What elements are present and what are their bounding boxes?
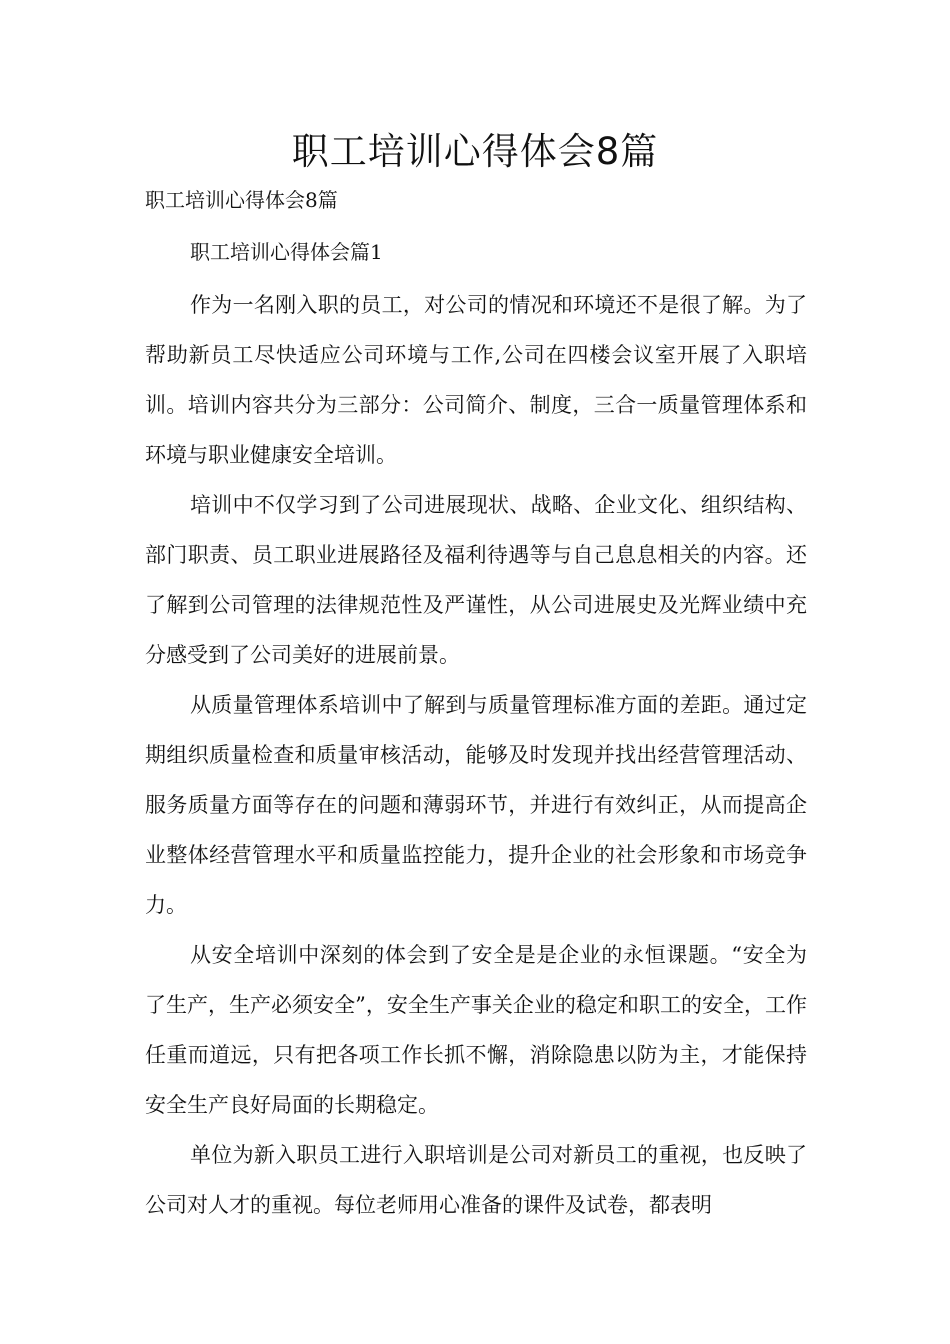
document-subtitle: 职工培训心得体会8篇 [145, 188, 338, 212]
paragraph-5: 单位为新入职员工进行入职培训是公司对新员工的重视，也反映了公司对人才的重视。每位老师用心准备的课件及试卷，都表明 [145, 1143, 807, 1217]
section-heading: 职工培训心得体会篇1 [190, 240, 383, 264]
document-title: 职工培训心得体会8篇 [291, 130, 659, 173]
paragraph-1: 作为一名刚入职的员工，对公司的情况和环境还不是很了解。为了帮助新员工尽快适应公司环境与工作,公司在四楼会议室开展了入职培训。培训内容共分为三部分：公司简介、制度，三合一质量管理体系和环境与职业健康安全培训。 [145, 293, 807, 467]
paragraph-3: 从质量管理体系培训中了解到与质量管理标准方面的差距。通过定期组织质量检查和质量审核活动，能够及时发现并找出经营管理活动、服务质量方面等存在的问题和薄弱环节，并进行有效纠正，从而提高企业整体经营管理水平和质量监控能力，提升企业的社会形象和市场竞争力。 [145, 693, 807, 917]
paragraph-2: 培训中不仅学习到了公司进展现状、战略、企业文化、组织结构、部门职责、员工职业进展路径及福利待遇等与自己息息相关的内容。还了解到公司管理的法律规范性及严谨性，从公司进展史及光辉业绩中充分感受到了公司美好的进展前景。 [145, 493, 807, 667]
paragraph-4: 从安全培训中深刻的体会到了安全是是企业的永恒课题。“安全为了生产，生产必须安全”，安全生产事关企业的稳定和职工的安全，工作任重而道远，只有把各项工作长抓不懈，消除隐患以防为主，才能保持安全生产良好局面的长期稳定。 [145, 943, 807, 1117]
document-body [145, 280, 807, 1230]
